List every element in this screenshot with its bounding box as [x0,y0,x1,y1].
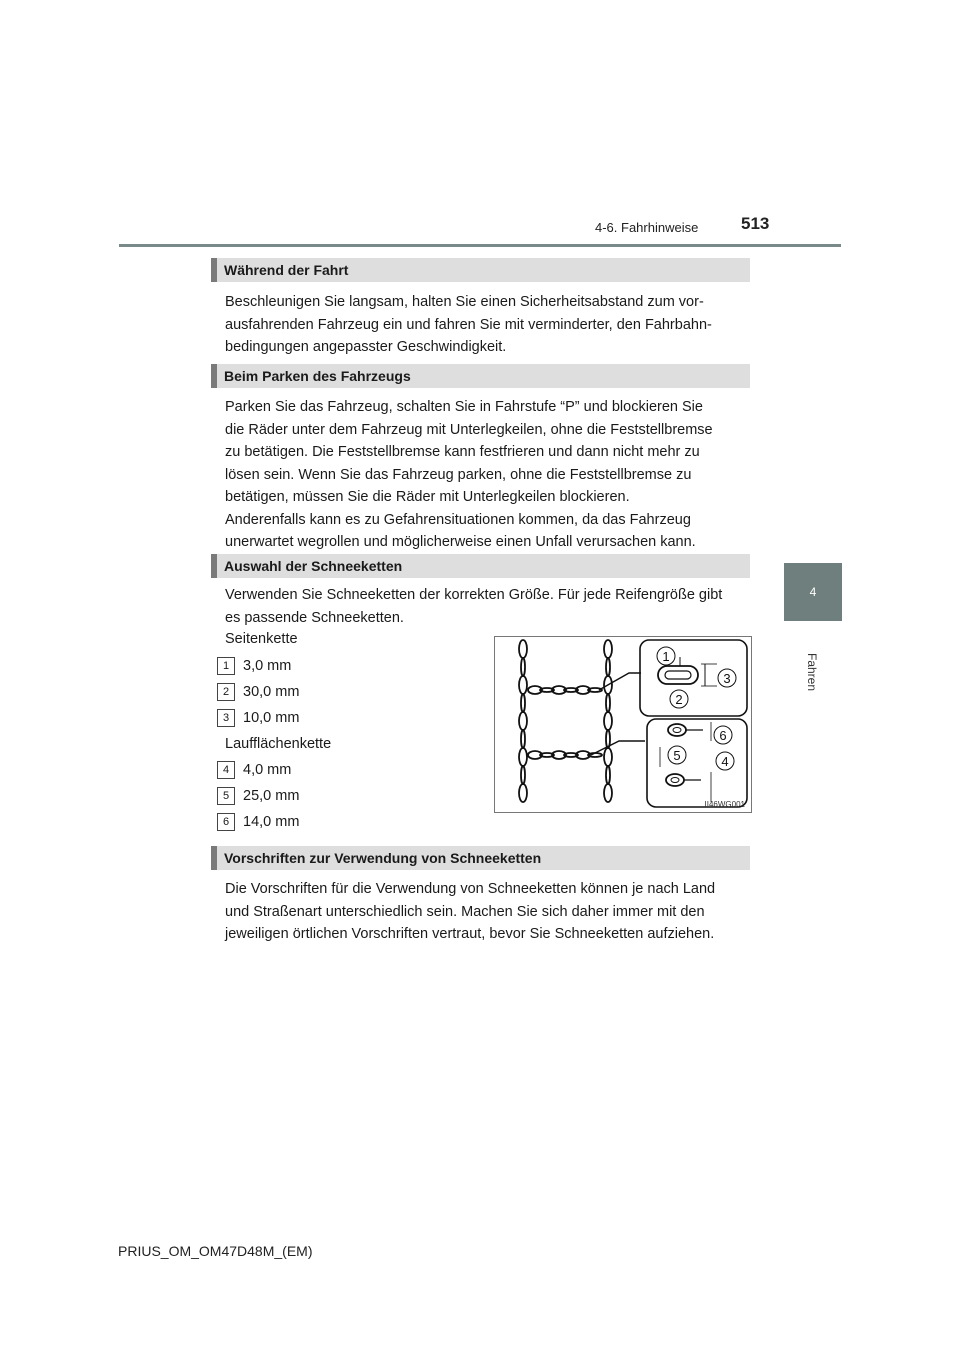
paragraph-chain-rules [225,878,745,946]
callout-number: 1 [217,657,235,675]
text-line: zu betätigen. Die Feststellbremse kann festfrieren und dann nicht mehr zu [225,444,700,460]
section-heading-text: Während der Fahrt [224,262,349,278]
spec-value: 30,0 mm [243,684,300,700]
page-number: 513 [741,214,770,233]
figure-code: II46WG001 [704,800,745,809]
snow-chain-figure [494,636,752,813]
horizontal-chain-upper [528,686,602,694]
footer-document-code: PRIUS_OM_OM47D48M_(EM) [118,1243,313,1259]
figure-callout-6: 6 [719,728,727,743]
text-line: die Räder unter dem Fahrzeug mit Unterlegkeilen, ohne die Feststellbremse [225,421,713,438]
side-chain-label: Seitenkette [225,631,298,647]
section-heading-text: Auswahl der Schneeketten [224,558,403,574]
spec-value: 4,0 mm [243,762,292,778]
paragraph-driving [225,291,745,359]
tread-chain-label: Laufflächenkette [225,736,332,752]
text-line: lösen sein. Wenn Sie das Fahrzeug parken, ohne die Feststellbremse zu [225,466,692,483]
vertical-chain-left [519,640,527,802]
callout-number: 5 [217,787,235,805]
text-line: unerwartet wegrollen und möglicherweise einen Unfall verursachen kann. [225,534,696,550]
text-line: jeweiligen örtlichen Vorschriften vertraut, bevor Sie Schneeketten aufziehen. [225,926,715,942]
spec-item-2 [217,683,299,701]
header-section-title: 4-6. Fahrhinweise [595,220,699,235]
figure-callout-5: 5 [673,748,681,763]
callout-number: 6 [217,813,235,831]
vertical-chain-right [604,640,612,802]
header-rule [119,244,841,247]
section-heading-text: Beim Parken des Fahrzeugs [224,368,411,384]
spec-value: 10,0 mm [243,710,300,726]
paragraph-parking [225,396,745,554]
text-line: Verwenden Sie Schneeketten der korrekten Größe. Für jede Reifengröße gibt [225,587,723,603]
section-heading-text: Vorschriften zur Verwendung von Schneeketten [224,850,542,866]
spec-item-1 [217,657,291,675]
text-line: es passende Schneeketten. [225,609,404,626]
figure-callout-1: 1 [662,649,670,664]
spec-item-5 [217,787,299,805]
callout-number: 3 [217,709,235,727]
text-line: Parken Sie das Fahrzeug, schalten Sie in Fahrstufe “P” und blockieren Sie [225,399,703,415]
section-heading-parking [211,364,750,388]
spec-value: 14,0 mm [243,814,300,830]
horizontal-chain-lower [528,751,602,759]
spec-value: 25,0 mm [243,788,300,804]
text-line: ausfahrenden Fahrzeug ein und fahren Sie mit verminderter, den Fahrbahn- [225,316,712,333]
figure-callout-2: 2 [675,692,683,707]
figure-callout-3: 3 [723,671,731,686]
text-line: Beschleunigen Sie langsam, halten Sie einen Sicherheitsabstand zum vor- [225,294,704,310]
section-heading-chain-selection [211,554,750,578]
text-line: Anderenfalls kann es zu Gefahrensituationen kommen, da das Fahrzeug [225,511,691,528]
snow-chain-illustration [495,637,751,812]
spec-value: 3,0 mm [243,658,292,674]
paragraph-chain-selection [225,584,745,629]
spec-item-4 [217,761,291,779]
spec-item-6 [217,813,299,831]
callout-number: 4 [217,761,235,779]
callout-number: 2 [217,683,235,701]
text-line: Die Vorschriften für die Verwendung von Schneeketten können je nach Land [225,881,716,897]
section-heading-driving [211,258,750,282]
figure-callout-4: 4 [721,754,729,769]
section-heading-chain-rules [211,846,750,870]
text-line: betätigen, müssen Sie die Räder mit Unterlegkeilen blockieren. [225,489,630,505]
spec-item-3 [217,709,299,727]
chapter-label: Fahren [805,652,819,692]
chapter-tab: 4 [784,563,842,621]
text-line: bedingungen angepasster Geschwindigkeit. [225,339,507,355]
text-line: und Straßenart unterschiedlich sein. Machen Sie sich daher immer mit den [225,903,705,920]
